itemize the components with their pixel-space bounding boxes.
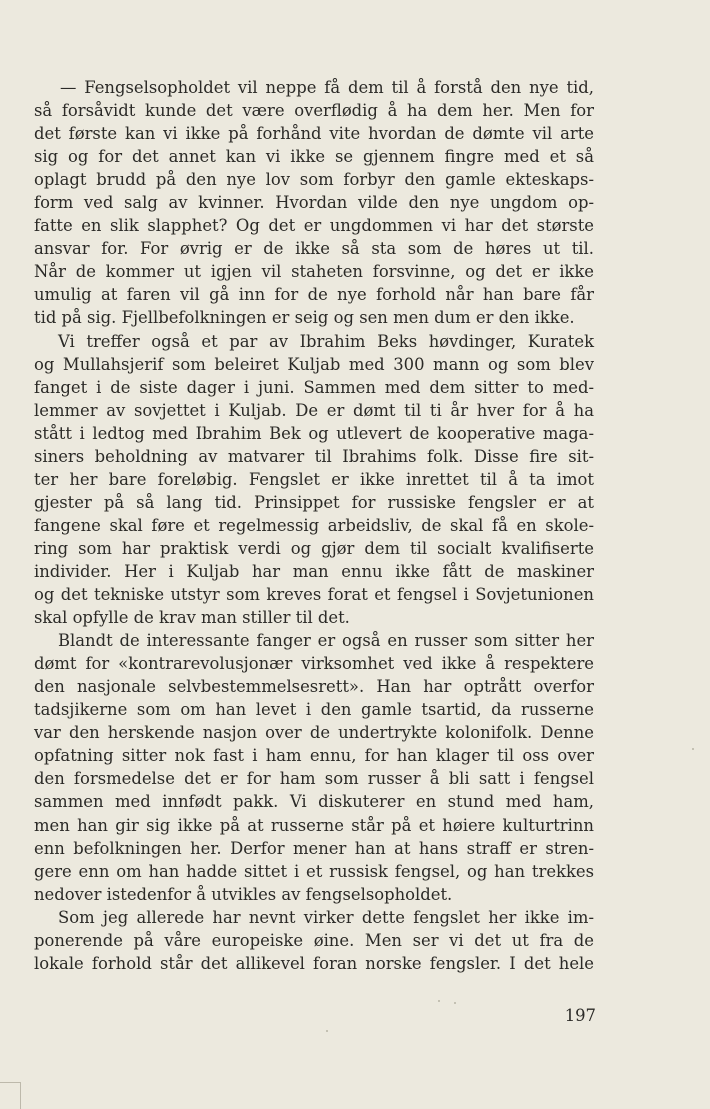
text-line: opfatning sitter nok fast i ham ennu, for han klager til oss over bbox=[34, 746, 594, 766]
text-line: så forsåvidt kunde det være overflødig å ha dem her. Men for bbox=[34, 101, 594, 121]
text-line: — Fengselsopholdet vil neppe få dem til å forstå den nye tid, bbox=[60, 78, 594, 97]
text-line: og det tekniske utstyr som kreves forat et fengsel i Sovjetunionen bbox=[34, 585, 594, 605]
text-line: gere enn om han hadde sittet i et russisk fengsel, og han trekkes bbox=[34, 861, 594, 881]
text-line: ponerende på våre europeiske øine. Men ser vi det ut fra de bbox=[34, 930, 594, 950]
paper-speck bbox=[326, 1030, 328, 1032]
paragraph-3 bbox=[34, 629, 594, 906]
text-line: Når de kommer ut igjen vil staheten forsvinne, og det er ikke bbox=[34, 262, 594, 282]
text-line: sig og for det annet kan vi ikke se gjennem fingre med et så bbox=[34, 147, 594, 167]
text-line: var den herskende nasjon over de undertrykte kolonifolk. Denne bbox=[34, 723, 594, 743]
text-line: stått i ledtog med Ibrahim Bek og utlevert de kooperative maga- bbox=[34, 423, 594, 443]
paragraph-2 bbox=[34, 330, 594, 630]
text-line: lokale forhold står det allikevel foran norske fengsler. I det hele bbox=[34, 953, 594, 973]
paragraph-1 bbox=[34, 76, 594, 330]
text-line: enn befolkningen her. Derfor mener han at hans straff er stren- bbox=[34, 838, 594, 858]
page-number: 197 bbox=[564, 1006, 596, 1025]
text-line: umulig at faren vil gå inn for de nye forhold når han bare får bbox=[34, 285, 594, 305]
text-line: men han gir sig ikke på at russerne står på et høiere kulturtrinn bbox=[34, 815, 594, 835]
text-line: nedover istedenfor å utvikles av fengselsopholdet. bbox=[34, 884, 453, 904]
text-line: ter her bare foreløbig. Fengslet er ikke inrettet til å ta imot bbox=[34, 469, 594, 489]
text-line: tid på sig. Fjellbefolkningen er seig og sen men dum er den ikke. bbox=[34, 308, 575, 328]
paragraph-4 bbox=[34, 906, 594, 975]
text-line: Vi treffer også et par av Ibrahim Beks høvdinger, Kuratek bbox=[58, 331, 594, 351]
text-line: den nasjonale selvbestemmelsesrett». Han har optrått overfor bbox=[34, 677, 594, 697]
page-corner-mark bbox=[0, 1082, 21, 1109]
text-line: dømt for «kontrarevolusjonær virksomhet ved ikke å respektere bbox=[34, 654, 594, 674]
text-line: siners beholdning av matvarer til Ibrahims folk. Disse fire sit- bbox=[34, 446, 594, 466]
body-text bbox=[34, 76, 594, 975]
text-line: lemmer av sovjettet i Kuljab. De er dømt til ti år hver for å ha bbox=[34, 400, 594, 420]
text-line: fangene skal føre et regelmessig arbeidsliv, de skal få en skole- bbox=[34, 515, 594, 535]
text-line: fatte en slik slapphet? Og det er ungdommen vi har det største bbox=[34, 216, 594, 236]
text-line: individer. Her i Kuljab har man ennu ikke fått de maskiner bbox=[34, 561, 594, 581]
text-line: oplagt brudd på den nye lov som forbyr den gamle ekteskaps- bbox=[34, 170, 594, 190]
paper-speck bbox=[438, 1000, 440, 1002]
paper-speck bbox=[454, 1002, 456, 1004]
text-line: form ved salg av kvinner. Hvordan vilde den nye ungdom op- bbox=[34, 193, 594, 213]
paper-speck bbox=[692, 748, 694, 750]
text-line: sammen med innfødt pakk. Vi diskuterer en stund med ham, bbox=[34, 792, 594, 812]
text-line: og Mullahsjerif som beleiret Kuljab med 300 mann og som blev bbox=[34, 354, 594, 374]
text-line: tadsjikerne som om han levet i den gamle tsartid, da russerne bbox=[34, 700, 594, 720]
text-line: gjester på så lang tid. Prinsippet for russiske fengsler er at bbox=[34, 492, 594, 512]
text-line: ansvar for. For øvrig er de ikke så sta som de høres ut til. bbox=[34, 239, 594, 259]
text-line: det første kan vi ikke på forhånd vite hvordan de dømte vil arte bbox=[34, 124, 594, 144]
text-line: Som jeg allerede har nevnt virker dette fengslet her ikke im- bbox=[58, 907, 594, 927]
text-line: skal opfylle de krav man stiller til det. bbox=[34, 608, 350, 628]
text-line: ring som har praktisk verdi og gjør dem til socialt kvalifiserte bbox=[34, 538, 594, 558]
text-line: den forsmedelse det er for ham som russer å bli satt i fengsel bbox=[34, 769, 594, 789]
text-line: Blandt de interessante fanger er også en russer som sitter her bbox=[58, 631, 594, 651]
text-line: fanget i de siste dager i juni. Sammen med dem sitter to med- bbox=[34, 377, 594, 397]
